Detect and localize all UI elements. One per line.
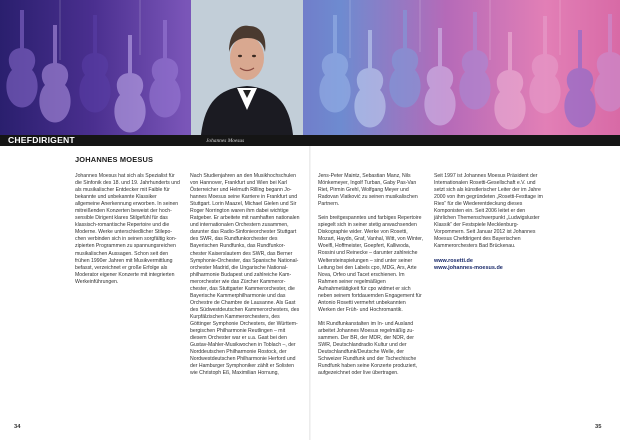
paragraph: Jens-Peter Maintz, Sebastian Manz, Nils Mönkemeyer, Ingolf Turban, Gaby Pas-Van Riet, Pirmin Grehl, Wolfgang Meyer und Radovan Vlatković zu seinen musikalischen Partnern. [318, 173, 418, 208]
section-bar [0, 135, 620, 146]
paragraph: Mit Rundfunkanstalten im In- und Ausland arbeitet Johannes Moesus regelmäßig zusammen. Der BR, der MDR, der NDR, der SWR, Deutschlandradio Kultur und der Deutschlandfunk/Deutsche Welle, der Schweizer Rundfunk und der Tschechische Rundfunk haben seine Konzerte produziert, aufgezeichnet oder live übertragen. [318, 320, 418, 377]
paragraph: Johannes Moesus hat sich als Spezialist für die Sinfonik des 18. und 19. Jahrhunderts und als musikalischer Entdecker mit Faible für bekannte und unbekannte Klassiker allgemeine Anerkennung erworben. In seinen mitreißenden Konzerten beweist der hochsensible Dirigent klares Stilgefühl für das klassisch-romantische Repertoire und die Moderne. Werke unterschiedlicher Stilepochen verbinden sich in seinen sorgfältig konzipierten Programmen zu spannungsreichen musikalischen Aussagen. Schon seit den frühen 1990er Jahren mit Musikvermittlung befasst, verzeichnet er große Erfolge als Moderator eigener Konzerte mit integrierten Werkeinführungen. [75, 173, 180, 285]
paragraph: Seit 1997 ist Johannes Moesus Präsident der Internationalen Rosetti-Gesellschaft e.V. und setzt sich als künstlerischer Leiter der im Jahre 2000 von ihm gegründeten „Rosetti-Festtage im Ries“ für die Wiederentdeckung dieses Komponisten ein. Seit 2006 leitet er den jährlichen Themenschwerpunkt „Ludwigsluster Klassik“ der Festspiele Mecklenburg-Vorpommern. Seit Januar 2012 ist Johannes Moesus Chefdirigent des Bayerischen Kammerorchesters Bad Brückenau. [434, 173, 543, 250]
rosetti-link[interactable]: www.rosetti.de [434, 257, 473, 264]
header-banner [0, 0, 620, 135]
paragraph: Nach Studienjahren an den Musikhochschulen von Hannover, Frankfurt und Wien bei Karl Österreicher und Helmuth Rilling begann Johannes Moesus seine Karriere in Frankfurt und Stuttgart. Lorin Maazel, Michael Gielen und Sir Roger Norrington waren ihm dabei wichtige Ratgeber. Er arbeitete mit namhaften nationalen und internationalen Orchestern zusammen, darunter das Radio-Sinfonieorchester Stuttgart des SWR, das Rundfunkorchester des Bayerischen Rundfunks, das Rundfunkorchester Kaiserslautern des SWR, das Berner Symphonie-Orchester, das Spanische Nationalorchester Madrid, die Ungarische Nationalphilharmonie Budapest und zahlreiche Kammerorchester wie das Zürcher Kammerorchester, das Stuttgarter Kammerorchester, die Bayerische Kammerphilharmonie und das Orchestre de Chambre de Lausanne. Als Gast des Südwestdeutschen Kammerorchesters, des Kurpfälzischen Kammerorchesters, des Göttinger Symphonie Orchesters, der Württembergischen Philharmonie Reutlingen – mit diesem Orchester war er u.a. Gast bei den Gustav-Mahler-Musikwochen in Toblach –, der Norddeutschen Philharmonie Rostock, der Nordwestdeutschen Philharmonie Herford und der Hamburger Symphoniker zählt er Solisten wie Christoph Eß, Maximilian Hornung, [190, 173, 300, 377]
page-number-right: 35 [595, 424, 602, 430]
article-title: JOHANNES MOESUS [75, 155, 154, 164]
page-gutter [309, 146, 311, 440]
paragraph: Sein breitgespanntes und farbiges Repertoire spiegelt sich in seiner stetig anwachsenden Diskographie wider. Werke von Rosetti, Mozart, Haydn, Graf, Vanhal, Witt, von Winter, Woelfl, Hoffmeister, Goepfert, Kalliwoda, Rossini und Reinecke – darunter zahlreiche Weltersteinspielungen – sind unter seiner Leitung bei den Labels cpo, MDG, Ars, Arte Nova, Orfeo und Tacet erschienen. Im Rahmen seiner regelmäßigen Aufnahmetätigkeit für cpo widmet er sich neben seinem fortdauernden Engagement für Antonio Rosetti vermehrt unbekannten Werken der Früh- und Hochromantik. [318, 215, 424, 313]
text-column-2 [190, 173, 300, 384]
photo-caption: Johannes Moesus [206, 138, 245, 144]
conductor-portrait [191, 0, 303, 135]
moesus-link[interactable]: www.johannes-moesus.de [434, 265, 503, 272]
text-column-1 [75, 173, 181, 293]
text-column-4 [434, 173, 546, 273]
section-label: CHEFDIRIGENT [8, 135, 75, 145]
page-number-left: 34 [14, 424, 21, 430]
violin-silhouettes [0, 0, 620, 135]
text-column-3 [318, 173, 424, 384]
